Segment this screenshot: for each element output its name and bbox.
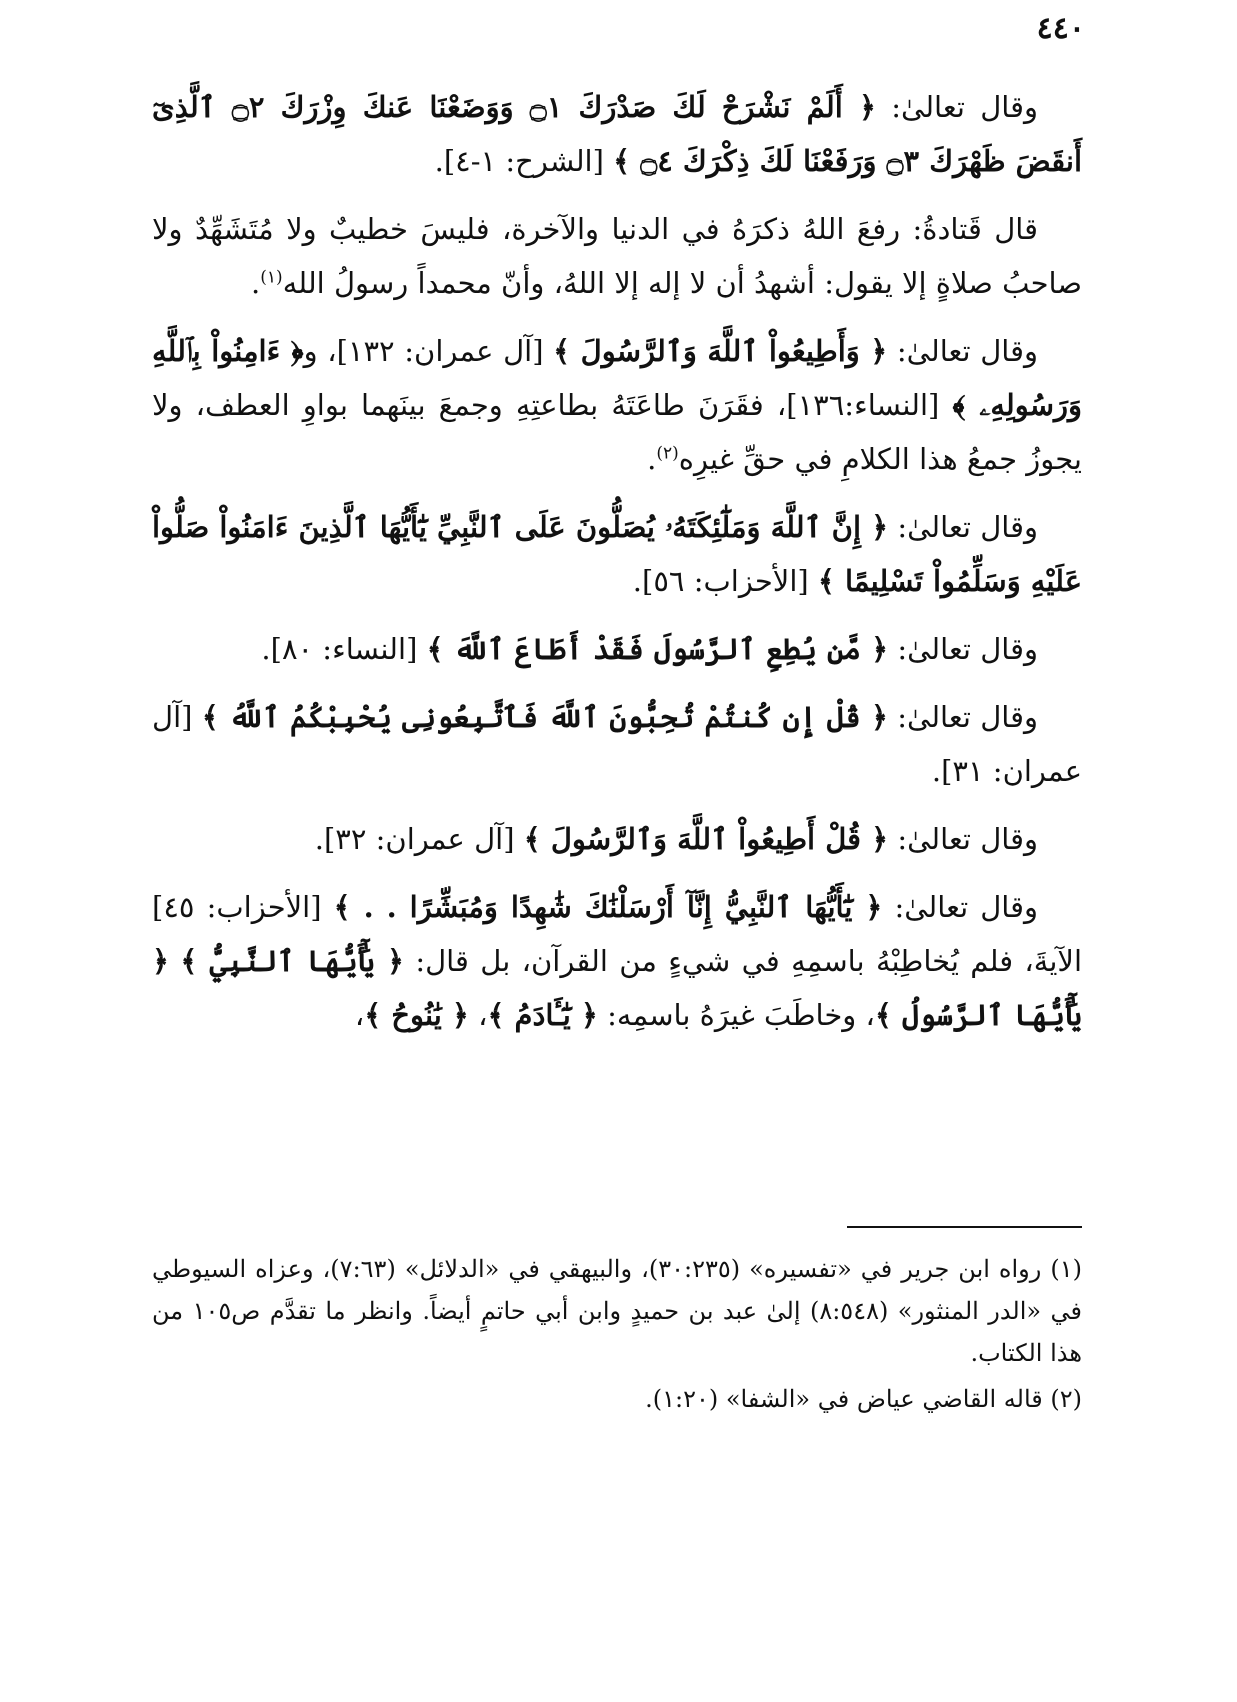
quran-verse: ﴿ وَأَطِيعُواْ ٱللَّهَ وَٱلرَّسُولَ ﴾ xyxy=(553,334,888,368)
footnote-2: (٢) قاله القاضي عياض في «الشفا» (١:٢٠). xyxy=(645,1385,1082,1413)
verse-reference: [آل عمران: ٣٢]. xyxy=(314,822,524,856)
footnote-marker: (٢) xyxy=(656,443,679,464)
footnotes xyxy=(152,1248,1082,1424)
paragraph-intro: وقال تعالىٰ: xyxy=(875,90,1038,124)
quran-verse: ﴿ يَٰٓأَيُّهَا ٱلنَّبِيُّ ﴾ xyxy=(180,944,404,978)
paragraph-4 xyxy=(152,500,1082,608)
main-text xyxy=(152,80,1082,1056)
paragraph-end: ، xyxy=(354,998,365,1032)
page-number: ٤٤٠ xyxy=(1036,11,1085,46)
paragraph-1 xyxy=(152,80,1082,188)
paragraph-3 xyxy=(152,324,1082,486)
paragraph-intro: وقال تعالىٰ: xyxy=(887,700,1038,734)
paragraph-end: . xyxy=(647,442,657,476)
paragraph-2 xyxy=(152,202,1082,310)
paragraph-intro: وقال تعالىٰ: xyxy=(888,632,1038,666)
quran-verse: ﴿ قُلْ أَطِيعُواْ ٱللَّهَ وَٱلرَّسُولَ ﴾ xyxy=(523,822,889,856)
paragraph-intro: وقال تعالىٰ: xyxy=(887,334,1038,368)
quran-verse: ﴿ ءَامِنُواْ بِٱللَّهِ وَرَسُولِهِۦ ﴾ xyxy=(152,334,1083,422)
quran-verse: ﴿ إِنَّ ٱللَّهَ وَمَلَٰٓئِكَتَهُۥ يُصَلُّونَ عَلَى ٱلنَّبِيِّ يَٰٓأَيُّهَا ٱلَّذِينَ ءَامَنُواْ صَلُّواْ عَلَيْهِ وَسَلِّمُواْ تَسْلِيمًا ﴾ xyxy=(152,510,1082,598)
paragraph-6 xyxy=(152,690,1082,798)
quran-verse: ﴿ يَٰٓأَيُّهَا ٱلنَّبِيُّ إِنَّآ أَرْسَلْنَٰكَ شَٰهِدًا وَمُبَشِّرًا . . ﴾ xyxy=(333,890,883,924)
quran-verse: ﴿ يَٰٓـَٔادَمُ ﴾ xyxy=(487,998,598,1032)
paragraph-intro: وقال تعالىٰ: xyxy=(888,822,1038,856)
footnote-divider xyxy=(847,1226,1082,1228)
quran-verse: ﴿ مَّن يُطِعِ ٱلرَّسُولَ فَقَدْ أَطَاعَ ٱللَّهَ ﴾ xyxy=(426,632,889,666)
verse-reference: [آل عمران: ١٣٢]، و xyxy=(303,334,554,368)
paragraph-5 xyxy=(152,622,1082,676)
paragraph-text xyxy=(169,944,180,978)
quran-verse: ﴿ أَلَمْ نَشْرَحْ لَكَ صَدْرَكَ ۝١ وَوَضَعْنَا عَنكَ وِزْرَكَ ۝٢ ٱلَّذِىٓ أَنقَضَ ظَهْرَكَ ۝٣ وَرَفَعْنَا لَكَ ذِكْرَكَ ۝٤ ﴾ xyxy=(152,90,1082,178)
verse-reference: [الشرح: ١-٤]. xyxy=(434,144,614,178)
footnote-1: (١) رواه ابن جرير في «تفسيره» (٣٠:٢٣٥)، والبيهقي في «الدلائل» (٧:٦٣)، وعزاه السيوطي في «الدر المنثور» (٨:٥٤٨) إلىٰ عبد بن حميدٍ وابن أبي حاتمٍ أيضاً. وانظر ما تقدَّم ص١٠٥ من هذا الكتاب. xyxy=(152,1255,1083,1367)
quran-verse: ﴿ يَٰٓأَيُّهَا ٱلرَّسُولُ ﴾ xyxy=(152,944,1082,1032)
paragraph-text: قال قَتادةُ: رفعَ اللهُ ذكرَهُ في الدنيا والآخرة، فليسَ خطيبٌ ولا مُتَشَهِّدٌ ولا صاحبُ صلاةٍ إلا يقول: أشهدُ أن لا إله إلا اللهُ، وأنّ محمداً رسولُ الله xyxy=(152,212,1082,300)
verse-reference: [الأحزاب: ٥٦]. xyxy=(632,564,818,598)
paragraph-intro: وقال تعالىٰ: xyxy=(882,890,1038,924)
paragraph-7 xyxy=(152,812,1082,866)
quran-verse: ﴿ يَٰنُوحُ ﴾ xyxy=(364,998,469,1032)
paragraph-intro: وقال تعالىٰ: xyxy=(888,510,1038,544)
verse-reference: [النساء: ٨٠]. xyxy=(261,632,427,666)
paragraph-text: [الأحزاب: ٤٥] الآيةَ، فلم يُخاطِبْهُ باسمِهِ في شيءٍ من القرآن، بل قال: xyxy=(152,890,1083,978)
paragraph-end: . xyxy=(251,266,261,300)
footnote-marker: (١) xyxy=(260,267,283,288)
paragraph-text: ، وخاطَبَ غيرَهُ باسمِه: xyxy=(597,998,875,1032)
paragraph-text: [النساء:١٣٦]، فقَرَنَ طاعَتَهُ بطاعتِهِ وجمعَ بينَهما بواوِ العطف، ولا يجوزُ جمعُ هذا الكلامِ في حقِّ غيرِه xyxy=(152,388,1082,476)
paragraph-8 xyxy=(152,880,1082,1042)
verse-reference: [آل عمران: ٣١]. xyxy=(152,700,1082,788)
quran-verse: ﴿ قُلْ إِن كُنتُمْ تُحِبُّونَ ٱللَّهَ فَٱتَّبِعُونِى يُحْبِبْكُمُ ٱللَّهُ ﴾ xyxy=(201,700,888,734)
paragraph-text: ، xyxy=(468,998,488,1032)
